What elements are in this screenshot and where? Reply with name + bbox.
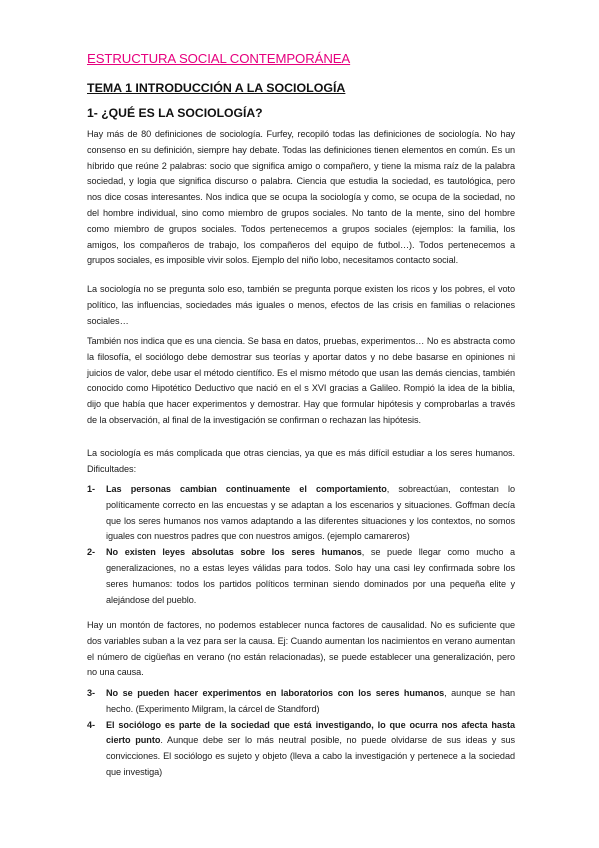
list-item-number: 4- [87, 719, 96, 730]
list-item [87, 482, 515, 545]
paragraph-questions: La sociología no se pregunta solo eso, también se pregunta porque existen los ricos y los pobres, el voto político, las influencias, sociedades más iguales o menos, efectos de las crisis en familias o relaciones sociales… [87, 284, 515, 326]
list-item-text: , se puede llegar como mucho a generalizaciones, no a estas leyes válidas para todos. Solo hay una casi ley confirmada sobre los seres humanos: todos los partidos políticos terminan siendo dominados por una pequeña elite y alejándose del pueblo. [106, 547, 515, 605]
list-item-text: . Aunque debe ser lo más neutral posible, no puede olvidarse de sus ideas y sus convicciones. El sociólogo es sujeto y objeto (lleva a cabo la investigación y pertenece a la sociedad que investiga) [106, 735, 515, 777]
list-item-bold: Las personas cambian continuamente el comportamiento [106, 484, 387, 494]
list-item [87, 545, 515, 608]
list-item-number: 3- [87, 688, 96, 698]
paragraph-science: También nos indica que es una ciencia. Se basa en datos, pruebas, experimentos… No es abstracta como la filosofía, el sociólogo debe demostrar sus teorías y aportar datos y no debe basarse en opiniones ni juicios de valor, debe usar el método científico. Es el mismo método que usan las demás ciencias, también conocido como Hipotético Deductivo que nació en el s XVI gracias a Galileo. Rompió la idea de la biblia, dijo que había que hacer experimentos y demostrar. Hay que formular hipótesis y comprobarlas a través de la observación, al final de la investigación se confirman o rechazan las hipótesis. [87, 336, 515, 425]
paragraph-causality: Hay un montón de factores, no podemos establecer nunca factores de causalidad. No es suficiente que dos variables suban a la vez para ser la causa. Ej: Cuando aumentan los nacimientos en verano aumentan el número de cigüeñas en verano (no están relacionadas), se puede establecer una generalización, pero no una causa. [87, 620, 515, 678]
difficulties-list-a [87, 482, 515, 608]
chapter-heading: TEMA 1 INTRODUCCIÓN A LA SOCIOLOGÍA [87, 81, 346, 95]
list-item-bold: No existen leyes absolutas sobre los seres humanos [106, 547, 362, 558]
list-item-text: , aunque se han hecho. (Experimento Milgram, la cárcel de Standford) [106, 688, 516, 714]
paragraph-difficulties: La sociología es más complicada que otras ciencias, ya que es más difícil estudiar a los seres humanos. Dificultades: [87, 448, 515, 474]
list-item-bold: El sociólogo es parte de la sociedad que está investigando, lo que ocurra nos afecta hasta cierto punto [106, 719, 515, 746]
document-title: ESTRUCTURA SOCIAL CONTEMPORÁNEA [87, 51, 351, 66]
difficulties-list-b [87, 686, 515, 781]
list-item [87, 686, 515, 718]
section-heading: 1- ¿QUÉ ES LA SOCIOLOGÍA? [87, 106, 263, 120]
list-item [87, 718, 515, 781]
paragraph-definitions: Hay más de 80 definiciones de sociología. Furfey, recopiló todas las definiciones de sociología. No hay consenso en su definición, siempre hay debate. Todas las definiciones tienen elementos en común. Es un híbrido que reúne 2 palabras: socio que significa amigo o compañero, y tiene la misma raíz de la palabra sociedad, y logia que significa discurso o palabra. Ciencia que estudia la sociedad, es tautológica, pero nos dice cosas interesantes. Nos indica que se ocupa la sociología y como, se ocupa de la sociedad, no del hombre individual, sino como miembro de grupos sociales. No tanto de la mente, sino del hombre como miembro de grupos sociales. Todos pertenecemos a grupos sociales (ejemplos: la familia, los amigos, los compañeros de trabajo, los compañeros del equipo de futbol…). Todos pertenecemos a grupos sociales, es imposible vivir solos. Ejemplo del niño lobo, necesitamos contacto social. [87, 129, 515, 266]
list-item-number: 1- [87, 484, 96, 494]
list-item-bold: No se pueden hacer experimentos en laboratorios con los seres humanos [106, 688, 445, 698]
list-item-number: 2- [87, 547, 96, 558]
list-item-text: , sobreactúan, contestan lo políticamente correcto en las encuestas y se adaptan a los escenarios y situaciones. Goffman decía que los seres humanos nos vamos adaptando a las diferentes situaciones y los contextos, no somos iguales con nuestros padres que con nuestros amigos. (ejemplo camareros) [106, 484, 515, 542]
